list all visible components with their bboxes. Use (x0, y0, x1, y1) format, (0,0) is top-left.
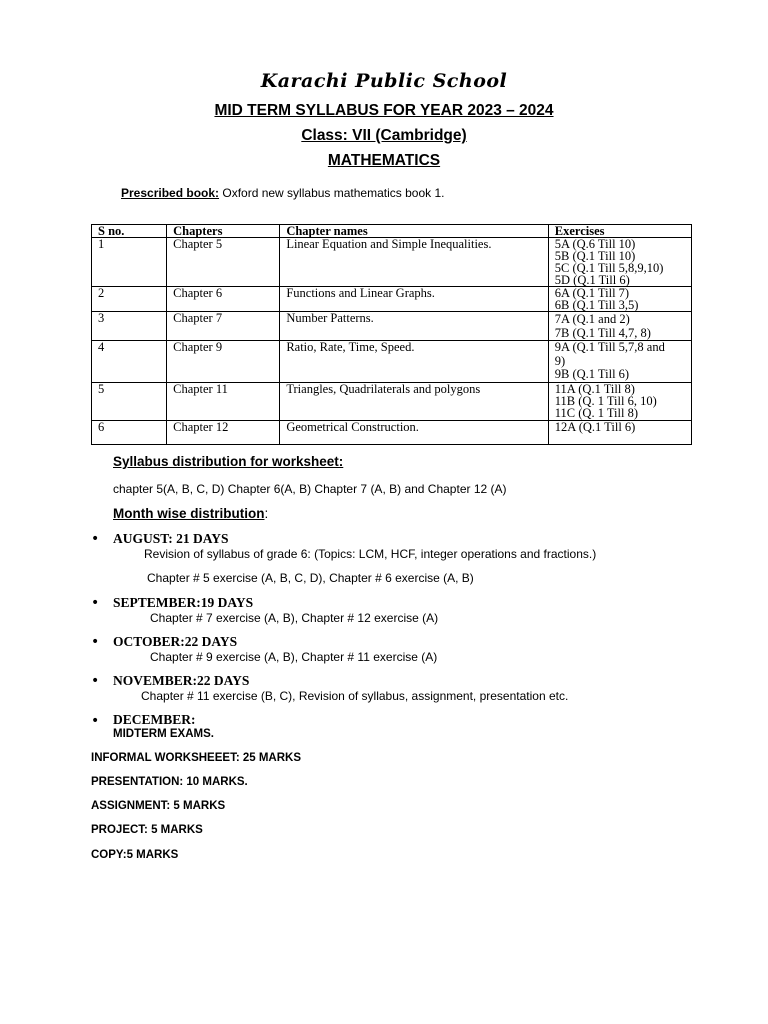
row-chapter-name: Linear Equation and Simple Inequalities. (280, 238, 548, 287)
table-row (92, 238, 692, 287)
month-line: Chapter # 5 exercise (A, B, C, D), Chapter # 6 exercise (A, B) (147, 571, 474, 585)
row-exercises (548, 420, 691, 444)
row-chapter-name: Geometrical Construction. (280, 420, 548, 444)
row-sno: 6 (92, 420, 167, 444)
exercise-item: 9) (554, 353, 566, 368)
syllabus-title: MID TERM SYLLABUS FOR YEAR 2023 – 2024 (214, 102, 554, 119)
table-row (92, 341, 692, 383)
row-chapter: Chapter 5 (167, 238, 280, 287)
row-exercises (548, 341, 691, 383)
monthwise-heading-text: Month wise distribution (113, 506, 265, 521)
exercise-item: 7A (Q.1 and 2) (554, 312, 630, 326)
month-title-august: AUGUST: 21 DAYS (113, 531, 229, 546)
row-sno: 4 (92, 341, 167, 383)
marks-project: PROJECT: 5 MARKS (91, 824, 203, 836)
month-title-november: NOVEMBER:22 DAYS (113, 673, 250, 688)
worksheet-text: chapter 5(A, B, C, D) Chapter 6(A, B) Chapter 7 (A, B) and Chapter 12 (A) (113, 482, 507, 496)
marks-copy: COPY:5 MARKS (91, 849, 179, 861)
month-line: MIDTERM EXAMS. (113, 728, 214, 740)
table-row (92, 382, 692, 420)
exercise-item: 6B (Q.1 Till 3,5) (554, 298, 639, 312)
exercise-item: 9A (Q.1 Till 5,7,8 and (554, 340, 665, 354)
bullet-icon: • (91, 595, 100, 611)
monthwise-heading (113, 506, 268, 521)
month-title-december: DECEMBER: (113, 712, 196, 727)
row-sno: 2 (92, 287, 167, 312)
row-sno: 3 (92, 312, 167, 341)
marks-assignment: ASSIGNMENT: 5 MARKS (91, 800, 226, 812)
table-header-row (92, 225, 692, 238)
row-chapter: Chapter 11 (167, 382, 280, 420)
prescribed-book (121, 186, 444, 200)
row-chapter: Chapter 6 (167, 287, 280, 312)
prescribed-book-text: Oxford new syllabus mathematics book 1. (219, 186, 445, 200)
header-chapters: Chapters (167, 225, 280, 238)
month-line: Chapter # 11 exercise (B, C), Revision of syllabus, assignment, presentation etc. (141, 689, 569, 703)
exercise-item: 5B (Q.1 Till 10) (554, 249, 636, 263)
marks-presentation: PRESENTATION: 10 MARKS. (91, 776, 248, 788)
exercise-item: 6A (Q.1 Till 7) (554, 286, 630, 300)
row-chapter-name: Functions and Linear Graphs. (280, 287, 548, 312)
row-sno: 1 (92, 238, 167, 287)
syllabus-table (91, 224, 692, 445)
exercise-item: 11A (Q.1 Till 8) (554, 381, 635, 396)
prescribed-book-label: Prescribed book: (121, 186, 220, 200)
table-row (92, 287, 692, 312)
exercise-item: 11B (Q. 1 Till 6, 10) (554, 393, 657, 408)
month-line: Chapter # 9 exercise (A, B), Chapter # 11 exercise (A) (150, 650, 438, 664)
exercise-item: 11C (Q. 1 Till 8) (554, 405, 638, 420)
bullet-icon: • (91, 673, 100, 689)
header-sno: S no. (92, 225, 167, 238)
monthwise-heading-colon: : (264, 506, 269, 521)
row-chapter-name: Triangles, Quadrilaterals and polygons (280, 382, 548, 420)
exercise-item: 7B (Q.1 Till 4,7, 8) (554, 326, 651, 340)
row-chapter-name: Number Patterns. (280, 312, 548, 341)
bullet-icon: • (91, 634, 100, 650)
bullet-icon: • (91, 531, 100, 547)
table-row (92, 420, 692, 444)
bullet-icon: • (91, 713, 100, 729)
table-row (92, 312, 692, 341)
subject-title: MATHEMATICS (327, 152, 441, 169)
row-chapter-name: Ratio, Rate, Time, Speed. (280, 341, 548, 383)
row-sno: 5 (92, 382, 167, 420)
row-chapter: Chapter 12 (167, 420, 280, 444)
month-title-september: SEPTEMBER:19 DAYS (113, 595, 254, 610)
row-exercises (548, 382, 691, 420)
row-exercises (548, 238, 691, 287)
month-title-october: OCTOBER:22 DAYS (113, 634, 238, 649)
header-exercises: Exercises (548, 225, 691, 238)
row-exercises (548, 312, 691, 341)
row-chapter: Chapter 9 (167, 341, 280, 383)
exercise-item: 12A (Q.1 Till 6) (554, 419, 636, 434)
exercise-item: 5A (Q.6 Till 10) (554, 237, 636, 251)
worksheet-heading: Syllabus distribution for worksheet: (113, 454, 344, 469)
exercise-item: 5D (Q.1 Till 6) (554, 273, 630, 287)
exercise-item: 5C (Q.1 Till 5,8,9,10) (554, 261, 664, 275)
class-title: Class: VII (Cambridge) (301, 127, 467, 144)
school-name: Karachi Public School (260, 70, 508, 92)
header-chapter-names: Chapter names (280, 225, 548, 238)
month-line: Chapter # 7 exercise (A, B), Chapter # 12 exercise (A) (150, 611, 439, 625)
row-chapter: Chapter 7 (167, 312, 280, 341)
marks-worksheet: INFORMAL WORKSHEEET: 25 MARKS (91, 752, 301, 764)
exercise-item: 9B (Q.1 Till 6) (554, 367, 630, 381)
row-exercises (548, 287, 691, 312)
month-line: Revision of syllabus of grade 6: (Topics: LCM, HCF, integer operations and fractions.) (144, 547, 597, 561)
